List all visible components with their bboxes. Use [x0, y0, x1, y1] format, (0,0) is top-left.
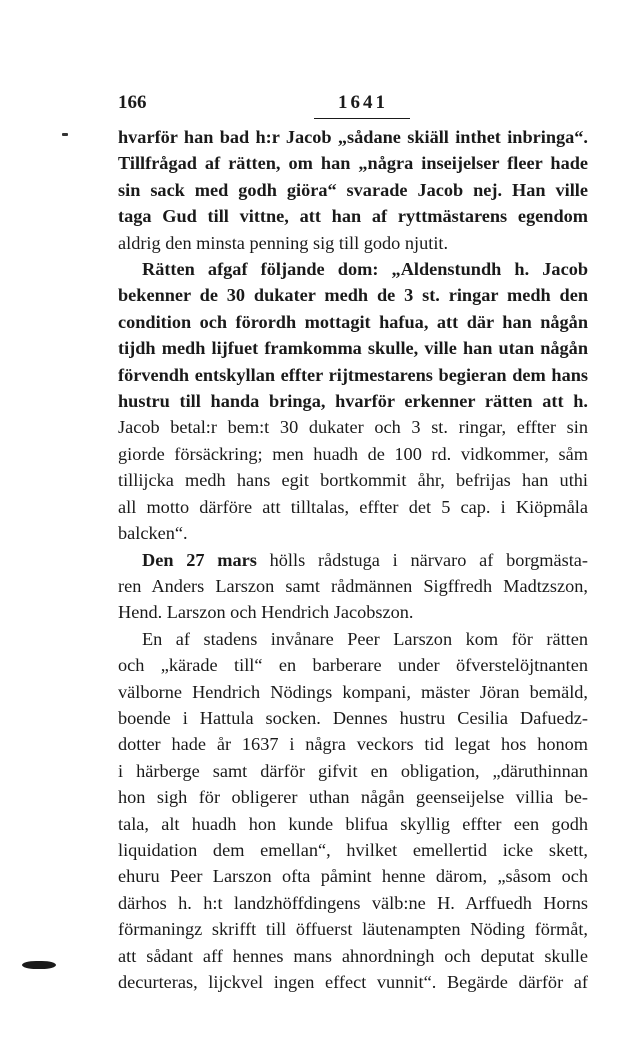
- text-run: dotter hade år 1637 i några veckors tid legat hos honom: [118, 734, 588, 755]
- text-run: boende i Hattula socken.: [118, 707, 321, 728]
- text-line: [118, 230, 588, 256]
- text-line: [118, 811, 588, 837]
- text-line: [118, 203, 588, 229]
- text-run: och „kärade till“ en barberare under öfverstelöjtnanten: [118, 655, 588, 676]
- text-run: decurteras, lijckvel ingen effect vunnit“.: [118, 972, 437, 992]
- text-run: i härberge samt därför gifvit en obligation, „däruthinnan: [118, 760, 588, 781]
- page-header: [118, 92, 588, 122]
- body-text: [118, 124, 588, 995]
- text-run: En af stadens invånare Peer Larszon kom för rätten: [142, 628, 588, 649]
- scan-edge-mark: [22, 961, 56, 969]
- text-run: balcken“.: [118, 523, 188, 544]
- text-line: [118, 441, 588, 467]
- text-line: [118, 626, 588, 652]
- text-line: [118, 679, 588, 705]
- text-run: condition och förordh mottagit hafua, att där han någån: [118, 311, 588, 332]
- text-run: Tillfrågad af rätten, om han „några inseijelser fleer hade: [118, 153, 588, 174]
- text-run: tijdh medh lijfuet framkomma skulle, ville han utan någån: [118, 338, 588, 359]
- text-run: därhos h. h:t landzhöffdingens välb:ne H. Arffuedh Horns: [118, 892, 588, 913]
- text-line: [118, 916, 588, 942]
- text-line: [118, 863, 588, 889]
- text-line: [118, 282, 588, 308]
- text-line: [118, 705, 588, 731]
- text-line: [118, 335, 588, 361]
- text-line: [118, 837, 588, 863]
- text-run: hon sigh för obligerer uthan någån geenseijelse villia be-: [118, 787, 588, 808]
- text-run: tala, alt huadh hon kunde blifua skyllig effter een godh: [118, 813, 588, 834]
- text-line: [118, 414, 588, 440]
- text-line: [118, 731, 588, 757]
- text-run: förmaningz skrifft till öffuerst läutenampten Nöding förmåt,: [118, 919, 588, 940]
- text-run: hustru till handa bringa, hvarför erkenner rätten att h.: [118, 391, 588, 412]
- text-run: Rätten afgaf följande dom: „Aldenstundh h. Jacob: [142, 259, 588, 280]
- text-line: [118, 969, 588, 995]
- text-line: [118, 494, 588, 520]
- text-run: att sådant aff hennes mans ahnordningh och deputat skulle: [118, 945, 588, 966]
- text-run: taga Gud till vittne, att han af ryttmästarens egendom: [118, 206, 588, 227]
- text-line: [118, 573, 588, 599]
- text-run: aldrig den minsta penning sig till godo njutit.: [118, 232, 449, 253]
- page-number: 166: [118, 92, 147, 113]
- text-line: [118, 362, 588, 388]
- text-line: [118, 388, 588, 414]
- text-run: välborne Hendrich Nödings kompani, mäster Jöran bemäld,: [118, 681, 588, 702]
- text-line: [118, 652, 588, 678]
- text-line: [118, 150, 588, 176]
- text-run: förvendh entskyllan effter rijtmestarens begieran dem hans: [118, 364, 588, 385]
- text-line: [118, 520, 588, 546]
- text-line: [118, 943, 588, 969]
- text-run: ehuru Peer Larszon ofta påmint henne därom, „såsom och: [118, 866, 588, 887]
- text-run: giorde försäckring; men huadh de 100 rd. vidkommer, såm: [118, 443, 588, 464]
- text-run: sin sack med godh giöra“ svarade Jacob nej.: [118, 179, 503, 200]
- text-run: Begärde därför af: [436, 972, 588, 992]
- text-line: [118, 124, 588, 150]
- header-rule: [314, 118, 410, 119]
- text-run: all motto därföre att tilltalas, effter det 5 cap. i Kiöpmåla: [118, 496, 588, 517]
- text-line: [118, 890, 588, 916]
- text-line: [118, 256, 588, 282]
- text-line: [118, 784, 588, 810]
- text-run: Han ville: [502, 179, 588, 200]
- date-heading: Den 27 mars: [142, 549, 257, 570]
- text-line: [118, 599, 588, 625]
- margin-dot: [62, 133, 68, 136]
- running-head-year: 1641: [338, 92, 388, 113]
- text-run: ren Anders Larszon samt rådmännen Sigffredh Madtzszon,: [118, 575, 588, 596]
- text-run: bekenner de 30 dukater medh de 3 st. ringar medh den: [118, 285, 588, 306]
- text-run: Hend. Larszon och Hendrich Jacobszon.: [118, 602, 414, 623]
- text-run: liquidation dem emellan“, hvilket emellertid icke skett,: [118, 839, 588, 860]
- text-line: [118, 467, 588, 493]
- text-run: Jacob betal:r bem:t 30 dukater och 3 st. ringar, effter sin: [118, 417, 588, 438]
- text-run: Dennes hustru Cesilia Dafuedz-: [320, 707, 588, 728]
- text-run: hölls rådstuga i närvaro af borgmästa-: [256, 549, 588, 570]
- text-line: [118, 758, 588, 784]
- text-line: [118, 547, 588, 573]
- text-run: hvarför han bad h:r Jacob „sådane skiäll inthet inbringa“.: [118, 127, 588, 147]
- text-line: [118, 177, 588, 203]
- text-line: [118, 309, 588, 335]
- text-run: tillijcka medh hans egit bortkommit åhr, befrijas han uthi: [118, 470, 588, 491]
